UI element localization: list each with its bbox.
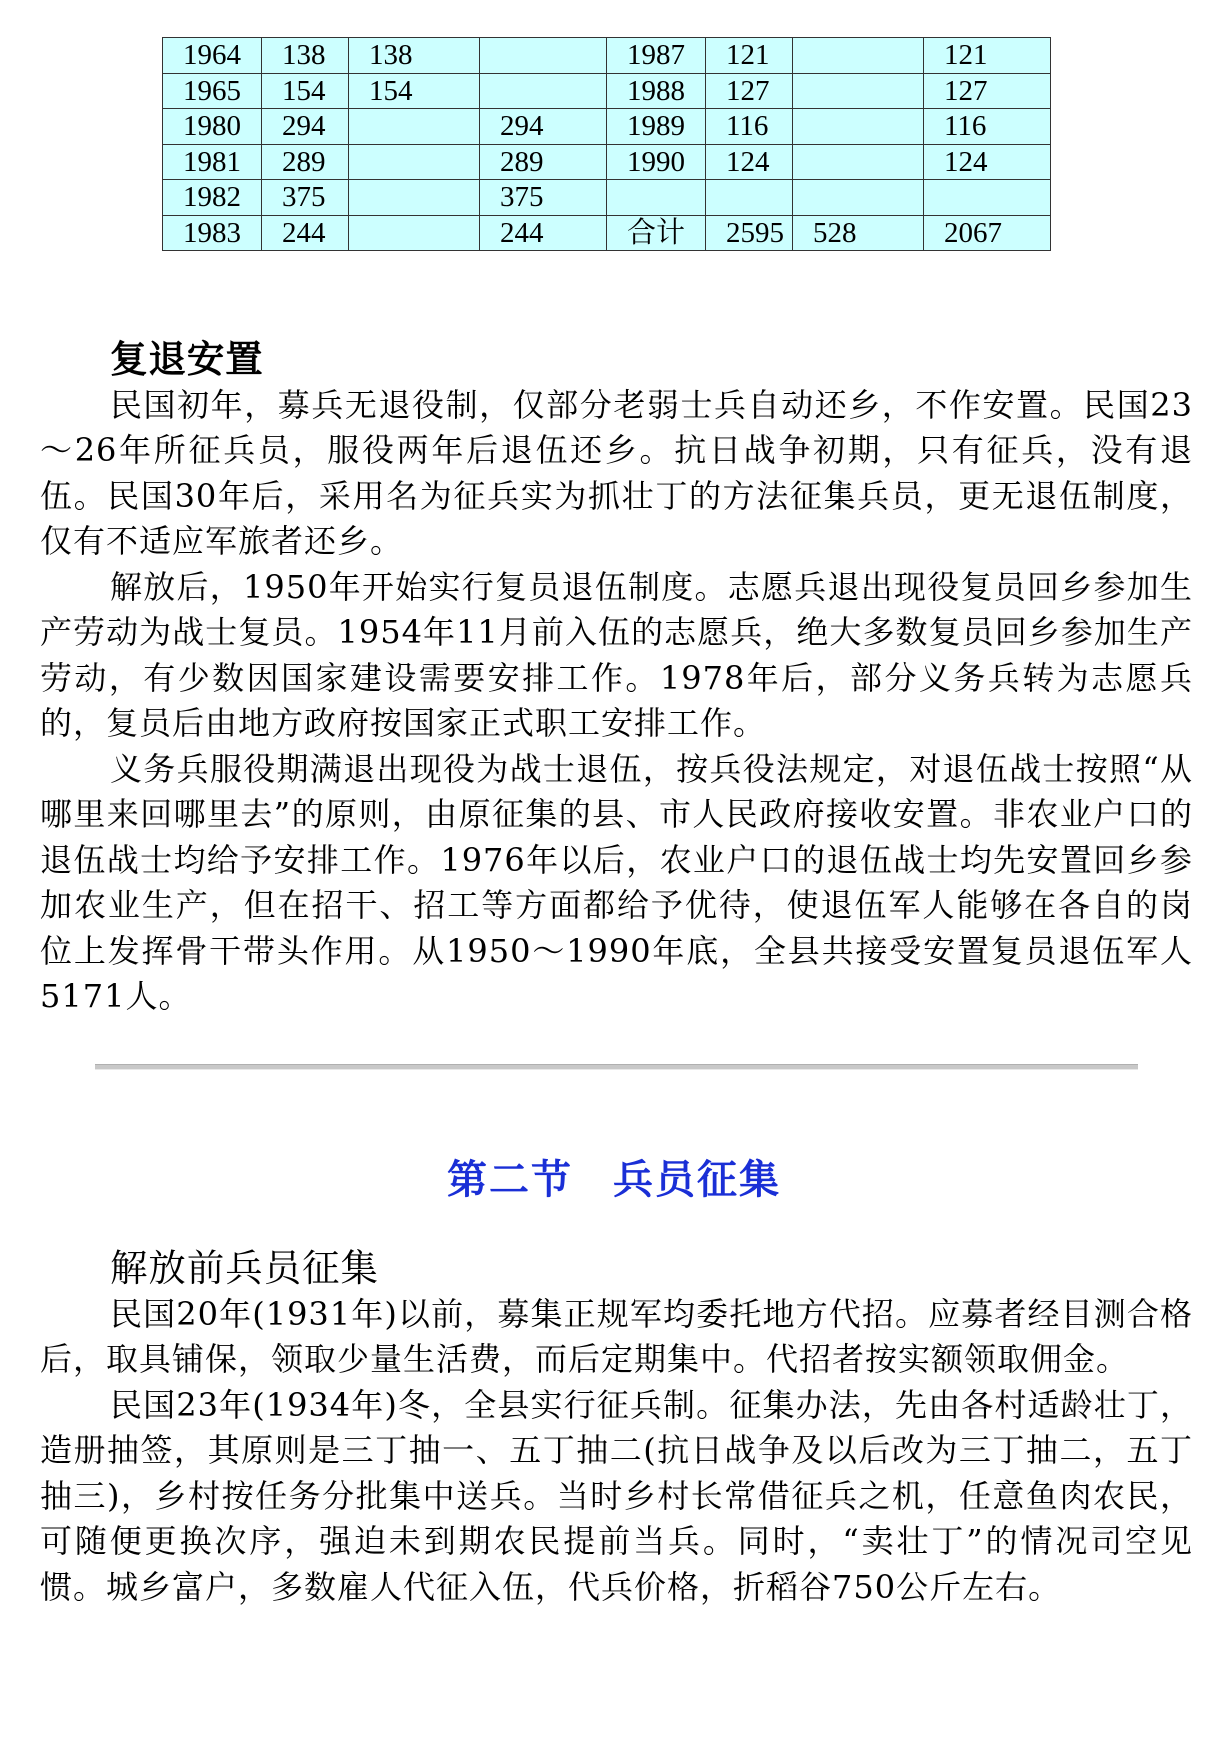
table-cell [924, 180, 1051, 216]
table-cell: 375 [480, 180, 607, 216]
table-cell: 154 [262, 73, 349, 109]
table-cell [607, 180, 706, 216]
section-resettlement [40, 337, 1193, 1020]
paragraph: 解放后，1950年开始实行复员退伍制度。志愿兵退出现役复员回乡参加生产劳动为战士复员。1954年11月前入伍的志愿兵，绝大多数复员回乡参加生产劳动，有少数因国家建设需要安排工作。1978年后，部分义务兵转为志愿兵的，复员后由地方政府按国家正式职工安排工作。 [40, 567, 1193, 742]
table-cell [480, 38, 607, 74]
table-row [163, 73, 1051, 109]
subsection-heading: 解放前兵员征集 [110, 1246, 379, 1290]
table-cell [793, 109, 924, 145]
table-row [163, 215, 1051, 251]
table-cell: 127 [706, 73, 793, 109]
table-cell: 1980 [163, 109, 262, 145]
table-cell: 1964 [163, 38, 262, 74]
table-cell: 294 [262, 109, 349, 145]
table-cell: 138 [349, 38, 480, 74]
table-cell: 289 [480, 144, 607, 180]
table-cell: 244 [480, 215, 607, 251]
table-cell [349, 144, 480, 180]
table-cell: 116 [706, 109, 793, 145]
table-cell: 1965 [163, 73, 262, 109]
table-row [163, 38, 1051, 74]
table-cell: 2067 [924, 215, 1051, 251]
paragraph: 民国20年(1931年)以前，募集正规军均委托地方代招。应募者经目测合格后，取具铺保，领取少量生活费，而后定期集中。代招者按实额领取佣金。 [40, 1294, 1193, 1378]
table-cell: 124 [706, 144, 793, 180]
paragraph: 义务兵服役期满退出现役为战士退伍，按兵役法规定，对退伍战士按照“从哪里来回哪里去”的原则，由原征集的县、市人民政府接收安置。非农业户口的退伍战士均给予安排工作。1976年以后，农业户口的退伍战士均先安置回乡参加农业生产，但在招干、招工等方面都给予优待，使退伍军人能够在各自的岗位上发挥骨干带头作用。从1950～1990年底，全县共接受安置复员退伍军人5171人。 [40, 749, 1193, 1015]
table-cell: 1981 [163, 144, 262, 180]
table-cell [706, 180, 793, 216]
paragraph: 民国23年(1934年)冬，全县实行征兵制。征集办法，先由各村适龄壮丁，造册抽签，其原则是三丁抽一、五丁抽二(抗日战争及以后改为三丁抽二，五丁抽三)，乡村按任务分批集中送兵。当时乡村长常借征兵之机，任意鱼肉农民，可随便更换次序，强迫未到期农民提前当兵。同时，“卖壮丁”的情况司空见惯。城乡富户，多数雇人代征入伍，代兵价格，折稻谷750公斤左右。 [40, 1385, 1193, 1606]
table-cell: 154 [349, 73, 480, 109]
table-cell [793, 38, 924, 74]
table-cell: 294 [480, 109, 607, 145]
table-cell: 124 [924, 144, 1051, 180]
table-cell: 138 [262, 38, 349, 74]
table-cell: 1983 [163, 215, 262, 251]
table-cell [793, 180, 924, 216]
table-cell: 1987 [607, 38, 706, 74]
table-cell [349, 109, 480, 145]
section-heading: 复退安置 [110, 337, 264, 381]
table-cell [349, 215, 480, 251]
recruitment-table [162, 37, 1051, 251]
paragraph: 民国初年，募兵无退役制，仅部分老弱士兵自动还乡，不作安置。民国23～26年所征兵员，服役两年后退伍还乡。抗日战争初期，只有征兵，没有退伍。民国30年后，采用名为征兵实为抓壮丁的方法征集兵员，更无退伍制度，仅有不适应军旅者还乡。 [40, 385, 1193, 560]
table-cell: 528 [793, 215, 924, 251]
table-cell: 2595 [706, 215, 793, 251]
table-cell [793, 144, 924, 180]
table-cell: 244 [262, 215, 349, 251]
table-cell: 127 [924, 73, 1051, 109]
table-row [163, 180, 1051, 216]
table-cell: 1989 [607, 109, 706, 145]
table-cell: 289 [262, 144, 349, 180]
section-title [0, 1148, 1228, 1205]
table-cell: 合计 [607, 215, 706, 251]
table-cell: 116 [924, 109, 1051, 145]
table-row [163, 109, 1051, 145]
table-cell: 1990 [607, 144, 706, 180]
horizontal-divider [95, 1064, 1138, 1070]
section-recruitment [40, 1246, 1193, 1610]
table-cell [480, 73, 607, 109]
table-cell: 375 [262, 180, 349, 216]
table-cell: 1982 [163, 180, 262, 216]
table-cell: 121 [924, 38, 1051, 74]
table-row [163, 144, 1051, 180]
section-name: 兵员征集 [613, 1156, 781, 1203]
table-cell [349, 180, 480, 216]
section-number: 第二节 [447, 1156, 573, 1203]
table-cell: 1988 [607, 73, 706, 109]
table-cell [793, 73, 924, 109]
table-cell: 121 [706, 38, 793, 74]
